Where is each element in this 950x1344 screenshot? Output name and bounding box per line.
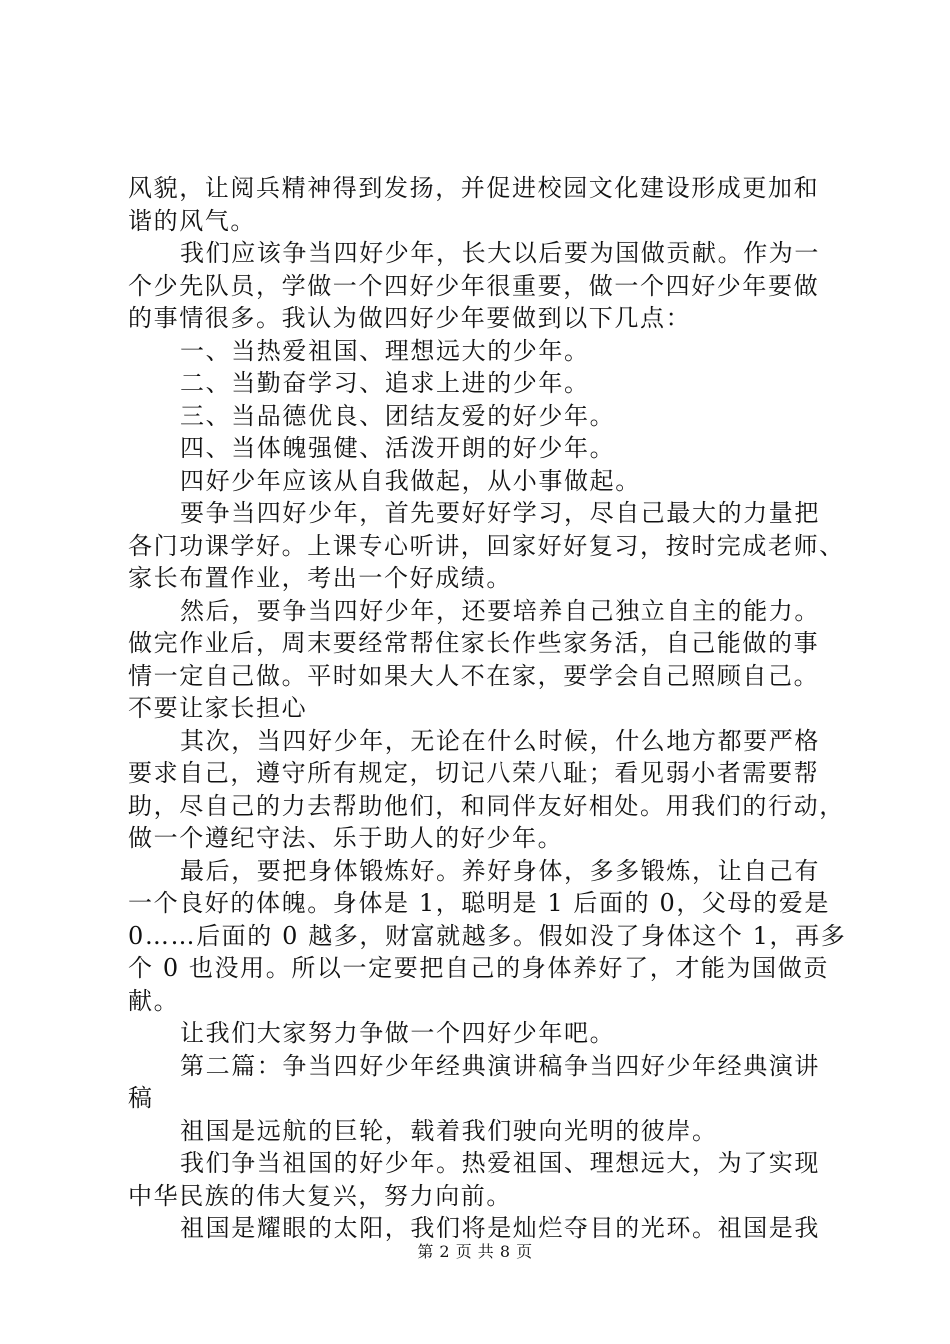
text-line: 我们应该争当四好少年，长大以后要为国做贡献。作为一 <box>180 239 820 267</box>
text-line: 情一定自己做。平时如果大人不在家，要学会自己照顾自己。 <box>128 661 820 690</box>
text-line: 三、当品德优良、团结友爱的好少年。 <box>180 401 616 430</box>
text-line: 二、当勤奋学习、追求上进的少年。 <box>180 369 590 397</box>
text-line: 各门功课学好。上课专心听讲，回家好好复习，按时完成老师、 <box>128 531 845 560</box>
text-line: 祖国是远航的巨轮，载着我们驶向光明的彼岸。 <box>180 1116 718 1145</box>
text-line: 家长布置作业，考出一个好成绩。 <box>128 564 512 592</box>
text-line: 的事情很多。我认为做四好少年要做到以下几点： <box>128 304 692 332</box>
text-line: 其次，当四好少年，无论在什么时候，什么地方都要严格 <box>180 726 820 755</box>
text-line: 做一个遵纪守法、乐于助人的好少年。 <box>128 824 564 852</box>
text-line: 要争当四好少年，首先要好好学习，尽自己最大的力量把 <box>180 499 820 527</box>
text-line: 不要让家长担心 <box>128 694 308 722</box>
text-line: 一个良好的体魄。身体是 1，聪明是 1 后面的 0，父母的爱是 <box>128 889 830 917</box>
document-body <box>128 172 847 1245</box>
text-line: 四、当体魄强健、活泼开朗的好少年。 <box>180 434 616 462</box>
text-line: 0……后面的 0 越多，财富就越多。假如没了身体这个 1，再多 <box>128 921 847 950</box>
text-line: 四好少年应该从自我做起，从小事做起。 <box>180 466 641 495</box>
text-line: 祖国是耀眼的太阳，我们将是灿烂夺目的光环。祖国是我 <box>180 1214 820 1242</box>
text-line: 让我们大家努力争做一个四好少年吧。 <box>180 1019 616 1047</box>
text-line: 献。 <box>128 986 180 1015</box>
page-footer: 第 2 页 共 8 页 <box>417 1242 533 1261</box>
text-line: 风貌，让阅兵精神得到发扬，并促进校园文化建设形成更加和 <box>128 174 820 202</box>
text-line: 助，尽自己的力去帮助他们，和同伴友好相处。用我们的行动， <box>128 791 845 820</box>
text-line: 做完作业后，周末要经常帮住家长作些家务活，自己能做的事 <box>128 629 820 657</box>
text-line: 一、当热爱祖国、理想远大的少年。 <box>180 336 590 365</box>
text-line: 稿 <box>128 1084 154 1112</box>
text-line: 最后，要把身体锻炼好。养好身体，多多锻炼，让自己有 <box>180 856 820 885</box>
text-line: 个 0 也没用。所以一定要把自己的身体养好了，才能为国做贡 <box>128 954 829 982</box>
text-line: 要求自己，遵守所有规定，切记八荣八耻；看见弱小者需要帮 <box>128 759 820 787</box>
text-line: 中华民族的伟大复兴，努力向前。 <box>128 1181 512 1210</box>
text-line: 然后，要争当四好少年，还要培养自己独立自主的能力。 <box>180 596 820 625</box>
text-line: 个少先队员，学做一个四好少年很重要，做一个四好少年要做 <box>128 271 820 300</box>
text-line: 第二篇：争当四好少年经典演讲稿争当四好少年经典演讲 <box>180 1051 820 1080</box>
text-line: 我们争当祖国的好少年。热爱祖国、理想远大，为了实现 <box>180 1149 820 1177</box>
text-line: 谐的风气。 <box>128 206 256 235</box>
